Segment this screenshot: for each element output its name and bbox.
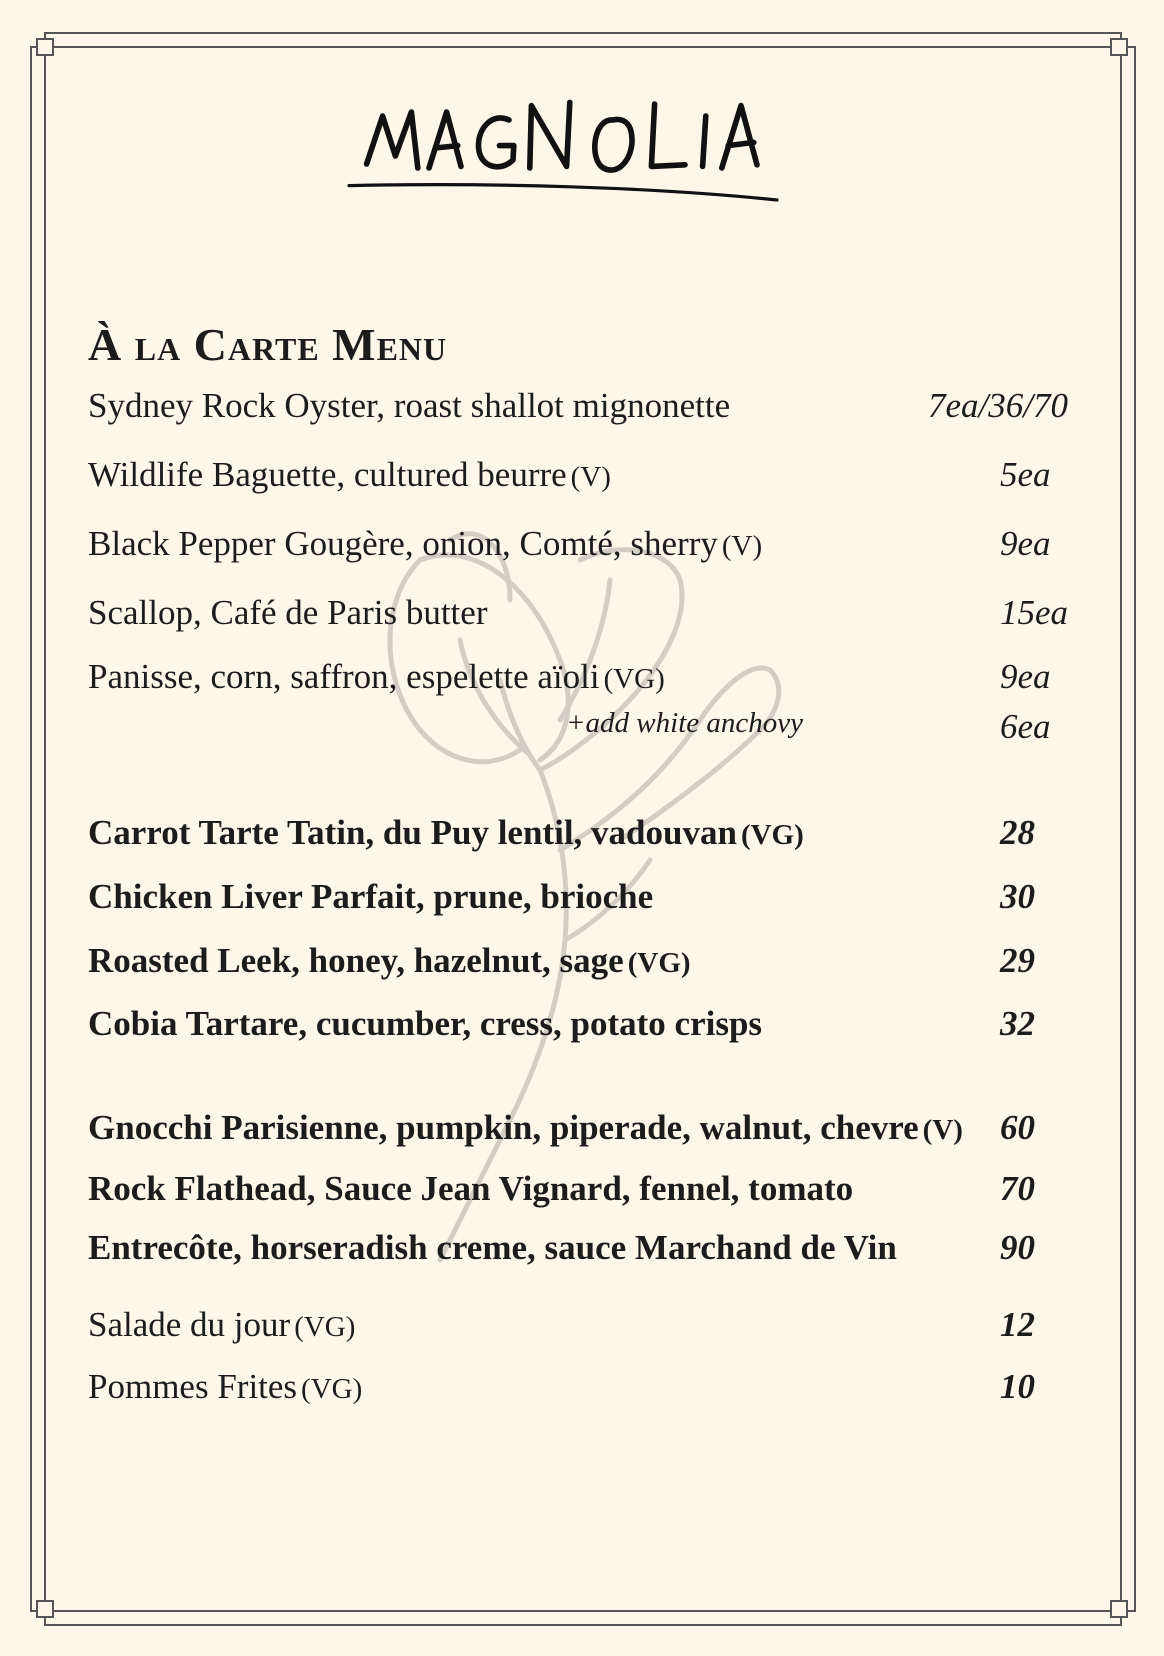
menu-item-price: 30 (1000, 877, 1035, 916)
menu-item (88, 1227, 1058, 1275)
menu-item-name-text: Black Pepper Gougère, onion, Comté, sherry (88, 524, 718, 563)
menu-item-price: 29 (1000, 941, 1035, 980)
menu-item (88, 454, 1058, 502)
menu-item-name (88, 940, 691, 982)
menu-item (88, 592, 1069, 640)
menu-item-name-text: Panisse, corn, saffron, espelette aïoli (88, 657, 600, 696)
menu-item-price: 60 (1000, 1108, 1035, 1147)
frame-corner-top-right (1110, 38, 1128, 56)
menu-item-name-text: Rock Flathead, Sauce Jean Vignard, fennel, tomato (88, 1169, 854, 1208)
menu-item (88, 940, 1058, 988)
menu-item (88, 385, 1068, 433)
dietary-tag: (VG) (301, 1373, 363, 1405)
menu-item-name-text: Pommes Frites (88, 1367, 298, 1406)
menu-item-name-text: Cobia Tartare, cucumber, cress, potato crisps (88, 1004, 763, 1043)
menu-item-name (88, 1227, 897, 1269)
menu-item-name (88, 1366, 362, 1408)
menu-item-price: 32 (1000, 1004, 1035, 1043)
magnolia-logo-lettering (290, 88, 880, 228)
menu-item-price: 70 (1000, 1169, 1035, 1208)
menu-item-name-text: Chicken Liver Parfait, prune, brioche (88, 877, 654, 916)
menu-item-name-text: Salade du jour (88, 1305, 291, 1344)
menu-item (88, 523, 1058, 571)
menu-item-name-text: Sydney Rock Oyster, roast shallot mignonette (88, 386, 731, 425)
menu-item-name (88, 812, 804, 854)
menu-item (88, 1304, 1058, 1352)
menu-item-name-text: Roasted Leek, honey, hazelnut, sage (88, 941, 624, 980)
menu-item-name (88, 454, 611, 496)
menu-item (88, 876, 1058, 924)
dietary-tag: (V) (922, 1114, 963, 1146)
menu-item-name (88, 1107, 963, 1149)
menu-item (88, 812, 1058, 860)
menu-item-name (88, 656, 665, 698)
menu-item-name (88, 1003, 762, 1045)
menu-item-price: 15ea (1000, 593, 1069, 632)
menu-item-price: 12 (1000, 1305, 1035, 1344)
menu-item-name (88, 1304, 355, 1346)
menu-item-price: 10 (1000, 1367, 1035, 1406)
dietary-tag: (V) (570, 461, 611, 493)
menu-item-price: 9ea (1000, 657, 1051, 696)
menu-item-name-text: Scallop, Café de Paris butter (88, 593, 488, 632)
menu-item (88, 1107, 1058, 1155)
dietary-tag: (VG) (603, 663, 665, 695)
menu-item-name (88, 876, 653, 918)
menu-item-price: 5ea (1000, 455, 1051, 494)
menu-item-name-text: Gnocchi Parisienne, pumpkin, piperade, walnut, chevre (88, 1108, 919, 1147)
addon-price: 6ea (1000, 707, 1051, 746)
menu-item (88, 656, 1058, 704)
dietary-tag: (VG) (740, 819, 804, 851)
dietary-tag: (V) (721, 530, 763, 562)
menu-item-price: 90 (1000, 1228, 1035, 1267)
dietary-tag: (VG) (294, 1311, 356, 1343)
frame-corner-top-left (36, 38, 54, 56)
menu-item-addon (88, 706, 1058, 754)
frame-corner-bottom-right (1110, 1600, 1128, 1618)
menu-item-name (88, 385, 730, 427)
dietary-tag: (VG) (627, 947, 691, 979)
menu-item-name-text: Wildlife Baguette, cultured beurre (88, 455, 567, 494)
magnolia-logo (290, 88, 880, 263)
menu-item (88, 1168, 1058, 1216)
menu-heading: À la Carte Menu (88, 319, 448, 370)
menu-item-name (88, 592, 487, 634)
menu-item-name (88, 523, 762, 565)
menu-item-price: 9ea (1000, 524, 1051, 563)
menu-item (88, 1366, 1058, 1414)
menu-item-name-text: Entrecôte, horseradish creme, sauce Marchand de Vin (88, 1228, 897, 1267)
addon-label: +add white anchovy (565, 707, 803, 739)
frame-corner-bottom-left (36, 1600, 54, 1618)
menu-item-name (88, 1168, 853, 1210)
menu-item-price: 28 (1000, 813, 1035, 852)
menu-item (88, 1003, 1058, 1051)
menu-item-name-text: Carrot Tarte Tatin, du Puy lentil, vadouvan (88, 813, 737, 852)
menu-item-price: 7ea/36/70 (928, 386, 1068, 425)
